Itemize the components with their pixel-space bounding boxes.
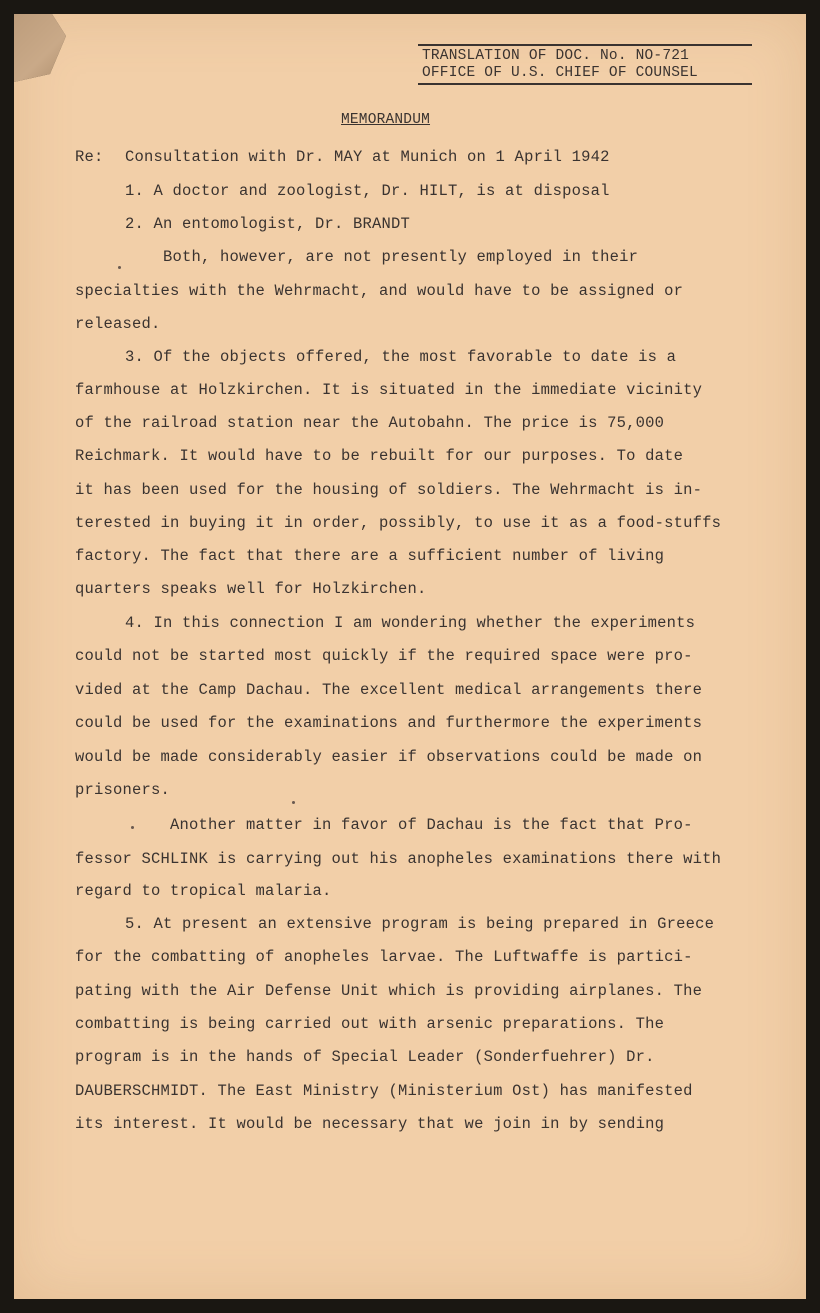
ink-speck: [292, 801, 295, 804]
body-line: of the railroad station near the Autobahn. The price is 75,000: [75, 414, 665, 432]
body-line: combatting is being carried out with arsenic preparations. The: [75, 1015, 665, 1033]
body-line: farmhouse at Holzkirchen. It is situated in the immediate vicinity: [75, 381, 703, 399]
body-line: terested in buying it in order, possibly, to use it as a food-stuffs: [75, 514, 722, 532]
body-line: factory. The fact that there are a sufficient number of living: [75, 547, 665, 565]
header-doc-number: TRANSLATION OF DOC. No. NO-721: [422, 48, 690, 64]
body-line: Reichmark. It would have to be rebuilt for our purposes. To date: [75, 447, 684, 465]
ink-speck: [118, 266, 121, 269]
body-line: vided at the Camp Dachau. The excellent medical arrangements there: [75, 681, 703, 699]
body-line: quarters speaks well for Holzkirchen.: [75, 580, 427, 598]
item-5: 5. At present an extensive program is being prepared in Greece: [125, 915, 715, 933]
ink-speck: [131, 826, 134, 829]
body-line: program is in the hands of Special Leader (Sonderfuehrer) Dr.: [75, 1048, 655, 1066]
item-3: 3. Of the objects offered, the most favorable to date is a: [125, 348, 677, 366]
translation-header: [418, 44, 752, 85]
re-subject: Consultation with Dr. MAY at Munich on 1 April 1942: [125, 148, 610, 166]
header-office: OFFICE OF U.S. CHIEF OF COUNSEL: [422, 65, 698, 81]
body-line: prisoners.: [75, 781, 171, 799]
body-line: for the combatting of anopheles larvae. The Luftwaffe is partici-: [75, 948, 693, 966]
item-2: 2. An entomologist, Dr. BRANDT: [125, 215, 411, 233]
body-line: DAUBERSCHMIDT. The East Ministry (Ministerium Ost) has manifested: [75, 1082, 693, 1100]
body-line: pating with the Air Defense Unit which is providing airplanes. The: [75, 982, 703, 1000]
memo-title: MEMORANDUM: [341, 112, 431, 128]
item-4: 4. In this connection I am wondering whether the experiments: [125, 614, 696, 632]
body-line: would be made considerably easier if observations could be made on: [75, 748, 703, 766]
item-1: 1. A doctor and zoologist, Dr. HILT, is at disposal: [125, 182, 610, 200]
re-label: Re:: [75, 148, 104, 166]
body-line: could be used for the examinations and furthermore the experiments: [75, 714, 703, 732]
body-line: Another matter in favor of Dachau is the fact that Pro-: [170, 816, 693, 834]
body-line: fessor SCHLINK is carrying out his anopheles examinations there with: [75, 850, 722, 868]
body-line: its interest. It would be necessary that we join in by sending: [75, 1115, 665, 1133]
body-line: released.: [75, 315, 161, 333]
body-line: specialties with the Wehrmacht, and would have to be assigned or: [75, 282, 684, 300]
body-line: regard to tropical malaria.: [75, 882, 332, 900]
body-line: could not be started most quickly if the required space were pro-: [75, 647, 693, 665]
body-line: it has been used for the housing of soldiers. The Wehrmacht is in-: [75, 481, 703, 499]
body-line: Both, however, are not presently employed in their: [163, 248, 639, 266]
